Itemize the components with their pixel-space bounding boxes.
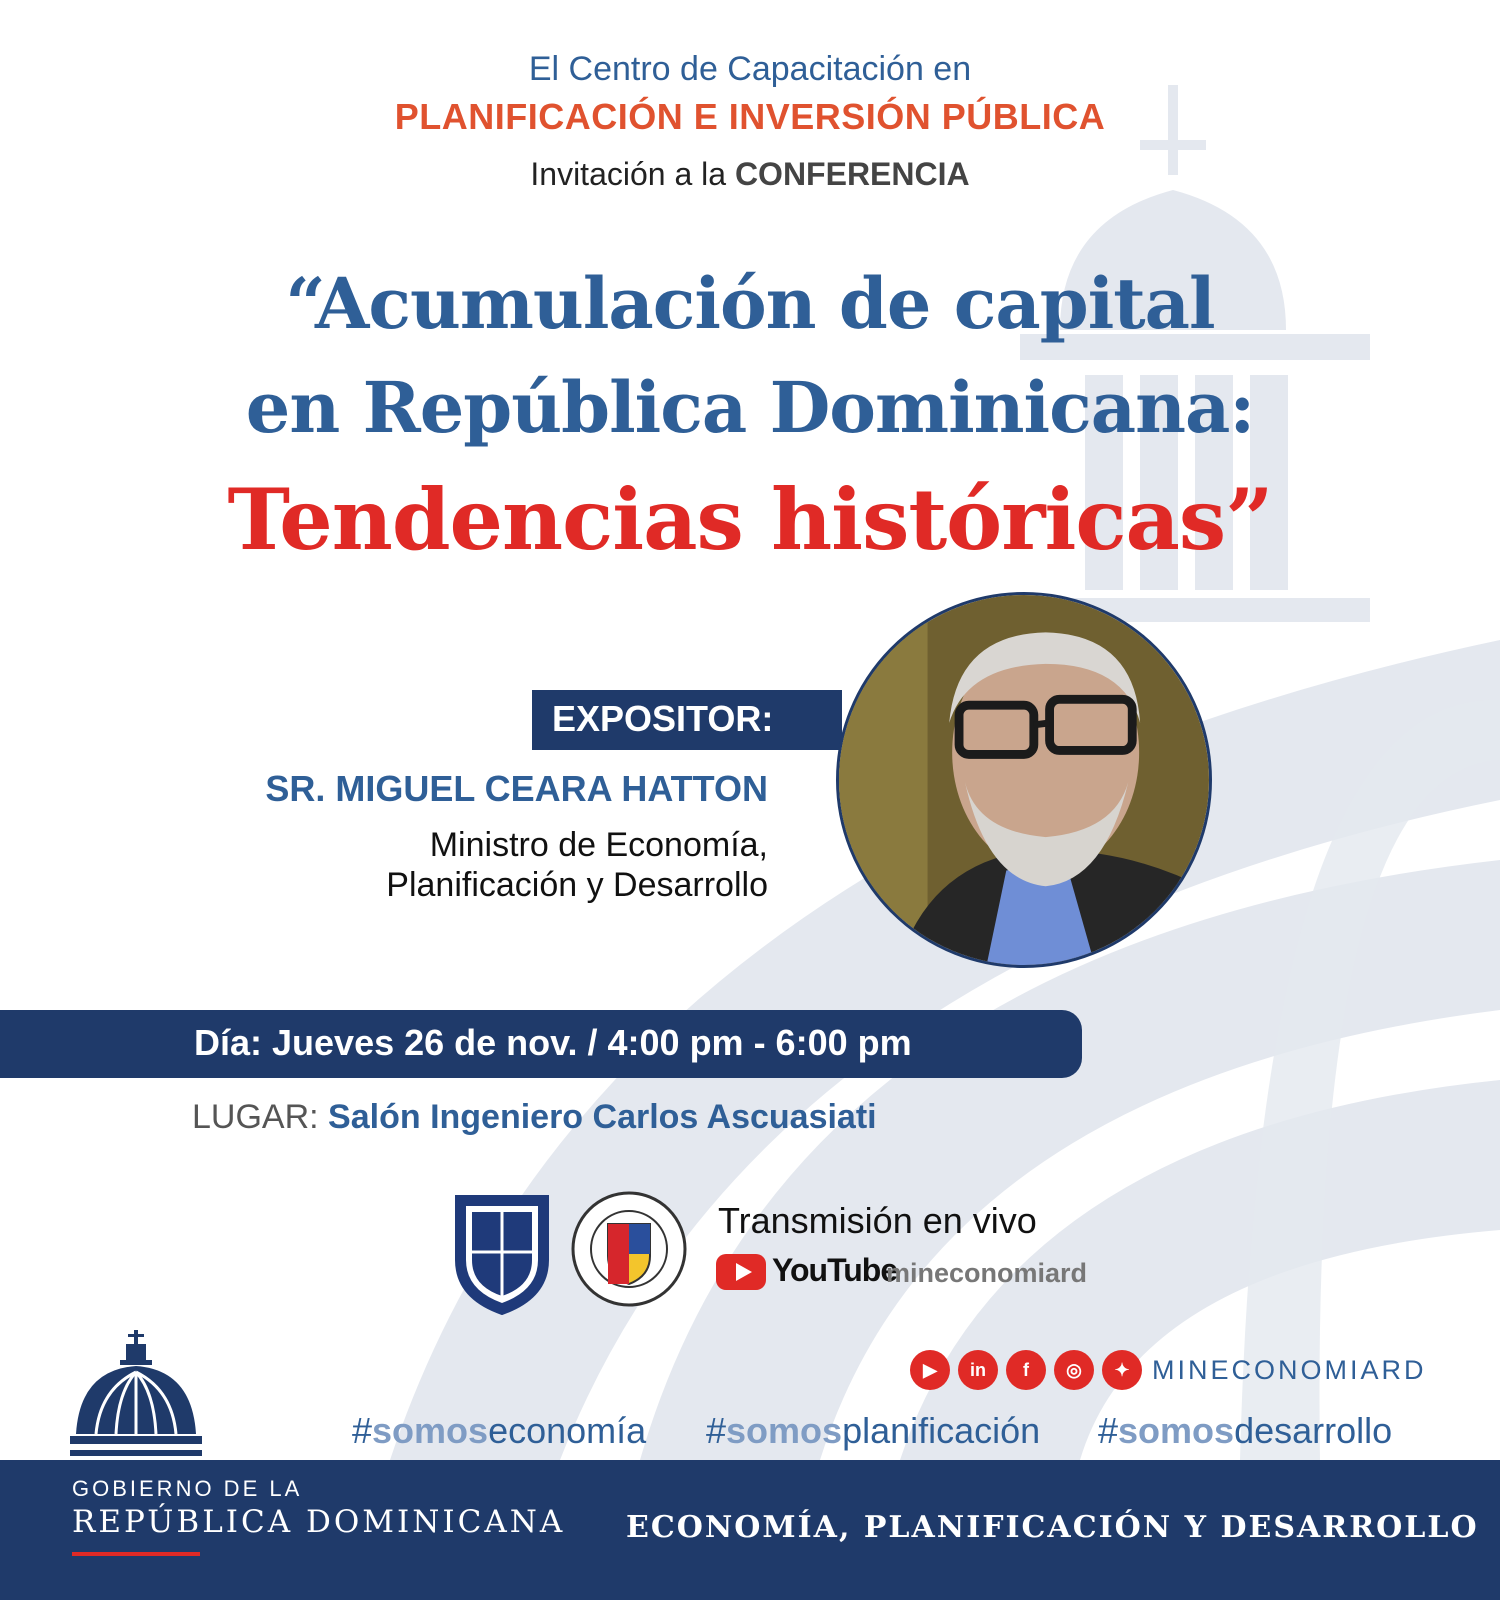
ministry-name: ECONOMÍA, PLANIFICACIÓN Y DESARROLLO	[626, 1510, 1479, 1545]
hashtag-desarrollo[interactable]	[1098, 1410, 1392, 1452]
speaker-portrait-illustration	[839, 595, 1209, 965]
hashtag-prefix: #	[352, 1410, 373, 1451]
speaker-photo	[836, 592, 1212, 968]
hashtag-word: desarrollo	[1234, 1410, 1393, 1451]
hashtag-word: planificación	[842, 1410, 1041, 1451]
speaker-role-line-1: Ministro de Economía,	[429, 826, 768, 864]
speaker-role-line-2: Planificación y Desarrollo	[386, 866, 768, 904]
hashtag-word: economía	[488, 1410, 647, 1451]
expositor-tag: EXPOSITOR:	[532, 690, 842, 750]
title-line-2: en República Dominicana:	[245, 366, 1255, 449]
event-location	[192, 1098, 877, 1137]
speaker-name: SR. MIGUEL CEARA HATTON	[265, 768, 768, 809]
twitter-icon[interactable]: ✦	[1102, 1350, 1142, 1390]
university-seal-logo	[570, 1190, 688, 1308]
hashtag-prefix: #	[1098, 1410, 1119, 1451]
government-label-line-1: GOBIERNO DE LA	[72, 1476, 303, 1501]
government-label-line-2: REPÚBLICA DOMINICANA	[72, 1504, 566, 1540]
hashtag-prefix: #	[706, 1410, 727, 1451]
invitation-text: Invitación a la	[530, 156, 727, 192]
hashtag-emphasis: somos	[726, 1410, 843, 1451]
instagram-icon[interactable]: ◎	[1054, 1350, 1094, 1390]
hashtag-planificacion[interactable]	[706, 1410, 1040, 1452]
location-label: LUGAR:	[192, 1098, 319, 1136]
title-line-3: Tendencias históricas”	[227, 470, 1273, 569]
center-intro-text: El Centro de Capacitación en	[528, 50, 972, 88]
social-handle[interactable]: MINECONOMIARD	[1152, 1355, 1427, 1385]
title-line-1: “Acumulación de capital	[285, 262, 1215, 345]
youtube-icon	[716, 1254, 766, 1290]
hashtag-emphasis: somos	[372, 1410, 489, 1451]
linkedin-icon[interactable]: in	[958, 1350, 998, 1390]
facebook-icon[interactable]: f	[1006, 1350, 1046, 1390]
date-time-banner: Día: Jueves 26 de nov. / 4:00 pm - 6:00 pm	[0, 1010, 1082, 1078]
location-value: Salón Ingeniero Carlos Ascuasiati	[328, 1098, 877, 1136]
youtube-wordmark: YouTube	[772, 1252, 898, 1288]
youtube-channel-handle[interactable]: mineconomiard	[886, 1258, 1088, 1288]
invitation-line	[0, 156, 1500, 193]
hashtag-economia[interactable]	[352, 1410, 646, 1452]
event-type: CONFERENCIA	[734, 156, 970, 192]
hashtag-emphasis: somos	[1118, 1410, 1235, 1451]
academy-seal-logo	[450, 1190, 554, 1318]
government-dome-logo	[70, 1330, 202, 1460]
youtube-icon[interactable]: ▶	[910, 1350, 950, 1390]
center-name-heading: PLANIFICACIÓN E INVERSIÓN PÚBLICA	[394, 96, 1106, 137]
red-underline	[72, 1552, 200, 1556]
live-stream-label: Transmisión en vivo	[718, 1200, 1037, 1241]
